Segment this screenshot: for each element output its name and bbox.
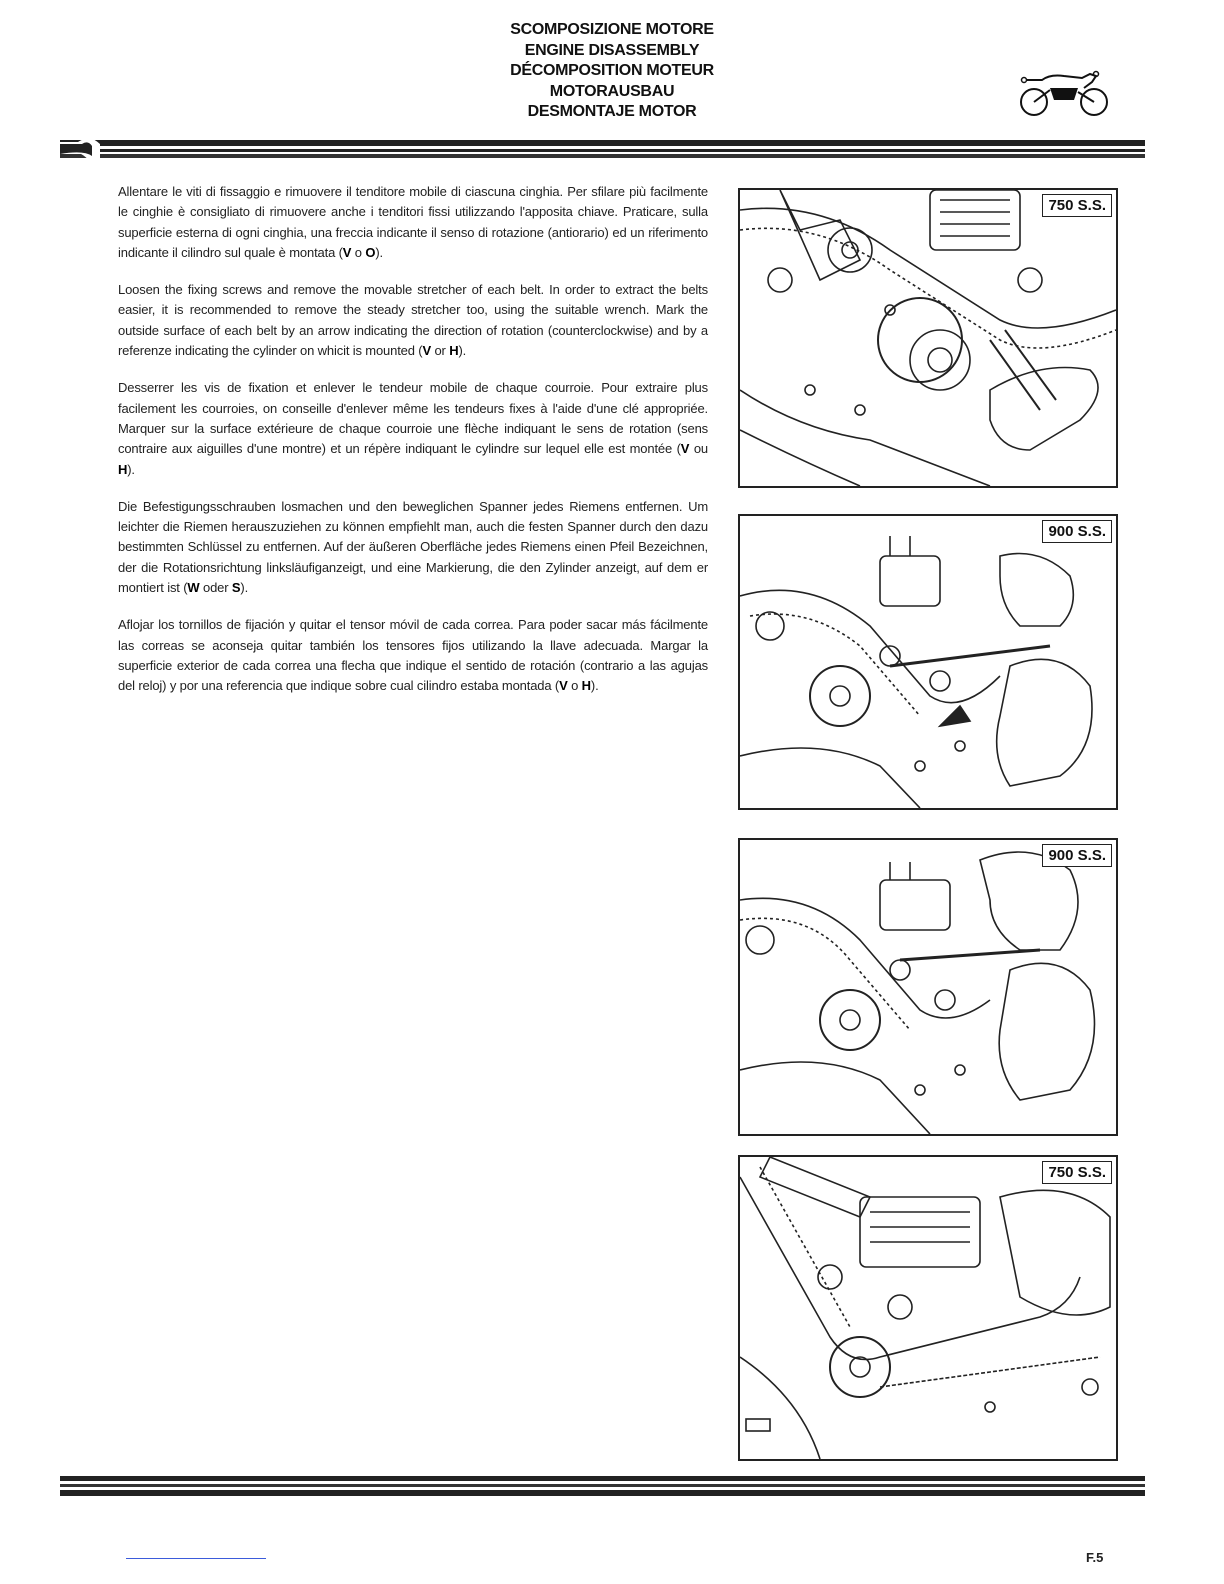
conjunction: or xyxy=(431,343,450,359)
title-it: SCOMPOSIZIONE MOTORE xyxy=(510,21,714,38)
closing: ). xyxy=(375,244,383,260)
cylinder-key-1: V xyxy=(559,678,568,694)
closing: ). xyxy=(240,580,249,596)
figure-label: 750 S.S. xyxy=(1042,1161,1112,1184)
conjunction: oder xyxy=(199,580,232,596)
cylinder-key-1: V xyxy=(342,244,352,260)
paragraph-english xyxy=(118,280,708,361)
paragraph-german xyxy=(118,497,708,598)
figure-label: 900 S.S. xyxy=(1042,520,1112,543)
paragraph-english-text: Loosen the fixing screws and remove the movable stretcher of each belt. In order to extract the belts easier, it is recommended to remove the steady stretcher too, using the suitable wrench. Mark the outside surface of each belt by an arrow indicating the direction of rotation (counterclockwise) and by a referenze indicating the cylinder on whicit is mounted ( xyxy=(118,282,708,359)
page-number: F.5 xyxy=(1086,1550,1104,1565)
paragraph-spanish-text: Aflojar los tornillos de fijación y quitar el tensor móvil de cada correa. Para poder sacar más fácilmente las correas se aconseja quitar también los tensores fijos utilizando la llave adecuada. Margar la superficie exterior de cada correa una flecha que indique el sentido de rotación (contrario a las agujas del reloj) y por una referencia que indique sobre cual cilindro estaba montada ( xyxy=(118,617,708,694)
title-de: MOTORAUSBAU xyxy=(549,82,675,100)
figure-label: 900 S.S. xyxy=(1042,844,1112,867)
paragraph-spanish xyxy=(118,615,708,696)
paragraph-italian xyxy=(118,182,708,263)
header-rule xyxy=(60,138,1145,162)
footer-line xyxy=(126,1558,266,1559)
engine-illustration xyxy=(740,190,1116,486)
paragraph-french xyxy=(118,378,708,479)
closing: ). xyxy=(127,461,135,477)
figure-engine-belt-2 xyxy=(738,514,1118,810)
closing: ). xyxy=(458,343,467,359)
engine-illustration xyxy=(740,840,1116,1134)
cylinder-key-2: O xyxy=(365,244,376,260)
closing: ). xyxy=(590,678,599,694)
cylinder-key-2: S xyxy=(231,580,241,596)
cylinder-key-1: V xyxy=(680,441,690,457)
instructions-text xyxy=(118,182,708,714)
cylinder-key-1: V xyxy=(422,343,432,359)
figure-engine-belt-4 xyxy=(738,1155,1118,1461)
cylinder-key-2: H xyxy=(118,461,128,477)
cylinder-key-2: H xyxy=(581,678,591,694)
motorcycle-icon xyxy=(1016,66,1112,120)
engine-illustration xyxy=(740,516,1116,808)
paragraph-french-text: Desserrer les vis de fixation et enlever le tendeur mobile de chaque courroie. Pour extraire plus facilement les courroies, on conseille d'enlever même les tendeurs fixes à l'aide d'une clé appropriée. Marquer sur la surface extérieure de chaque courroie une flèche indiquant le sens de rotation (sens contraire aux aiguilles d'une montre) et un répère indiquant le cylindre sur lequel elle est montée ( xyxy=(118,380,708,457)
footer-rule xyxy=(60,1474,1145,1500)
cylinder-key-1: W xyxy=(187,580,200,596)
engine-illustration xyxy=(740,1157,1116,1459)
paragraph-german-text: Die Befestigungsschrauben losmachen und den beweglichen Spanner jedes Riemens entfernen. Um leichter die Riemen herauszuziehen zu können empfiehlt man, auch die festen Spanner durch den dazu bestimmten Schlüssel zu entfernen. Auf der äußeren Oberfläche jedes Riemens einen Pfeil Bezeichnen, der die Rotationsrichtung linksläufiganzeigt, und eine Markierung, die den Zylinder anzeigt, auf dem er montiert ist ( xyxy=(118,498,708,596)
cylinder-key-2: H xyxy=(449,343,459,359)
conjunction: o xyxy=(567,678,582,694)
figure-engine-belt-3 xyxy=(738,838,1118,1136)
title-en: ENGINE DISASSEMBLY xyxy=(524,41,700,59)
figure-label: 750 S.S. xyxy=(1042,194,1112,217)
paragraph-italian-text: Allentare le viti di fissaggio e rimuovere il tenditore mobile di ciascuna cinghia. Per sfilare più facilmente le cinghie è consigliato di rimuovere anche i tenditori fissi utilizzando l'apposita chiave. Praticare, sulla superficie esterna di ogni cinghia, una freccia indicante il senso di rotazione (antiorario) ed un riferimento indicante il cilindro sul quale è montata ( xyxy=(118,184,708,260)
conjunction: o xyxy=(351,244,366,260)
figure-engine-belt-1 xyxy=(738,188,1118,488)
conjunction: ou xyxy=(689,441,708,457)
title-es: DESMONTAJE MOTOR xyxy=(527,103,697,120)
title-fr: DÉCOMPOSITION MOTEUR xyxy=(510,62,714,79)
